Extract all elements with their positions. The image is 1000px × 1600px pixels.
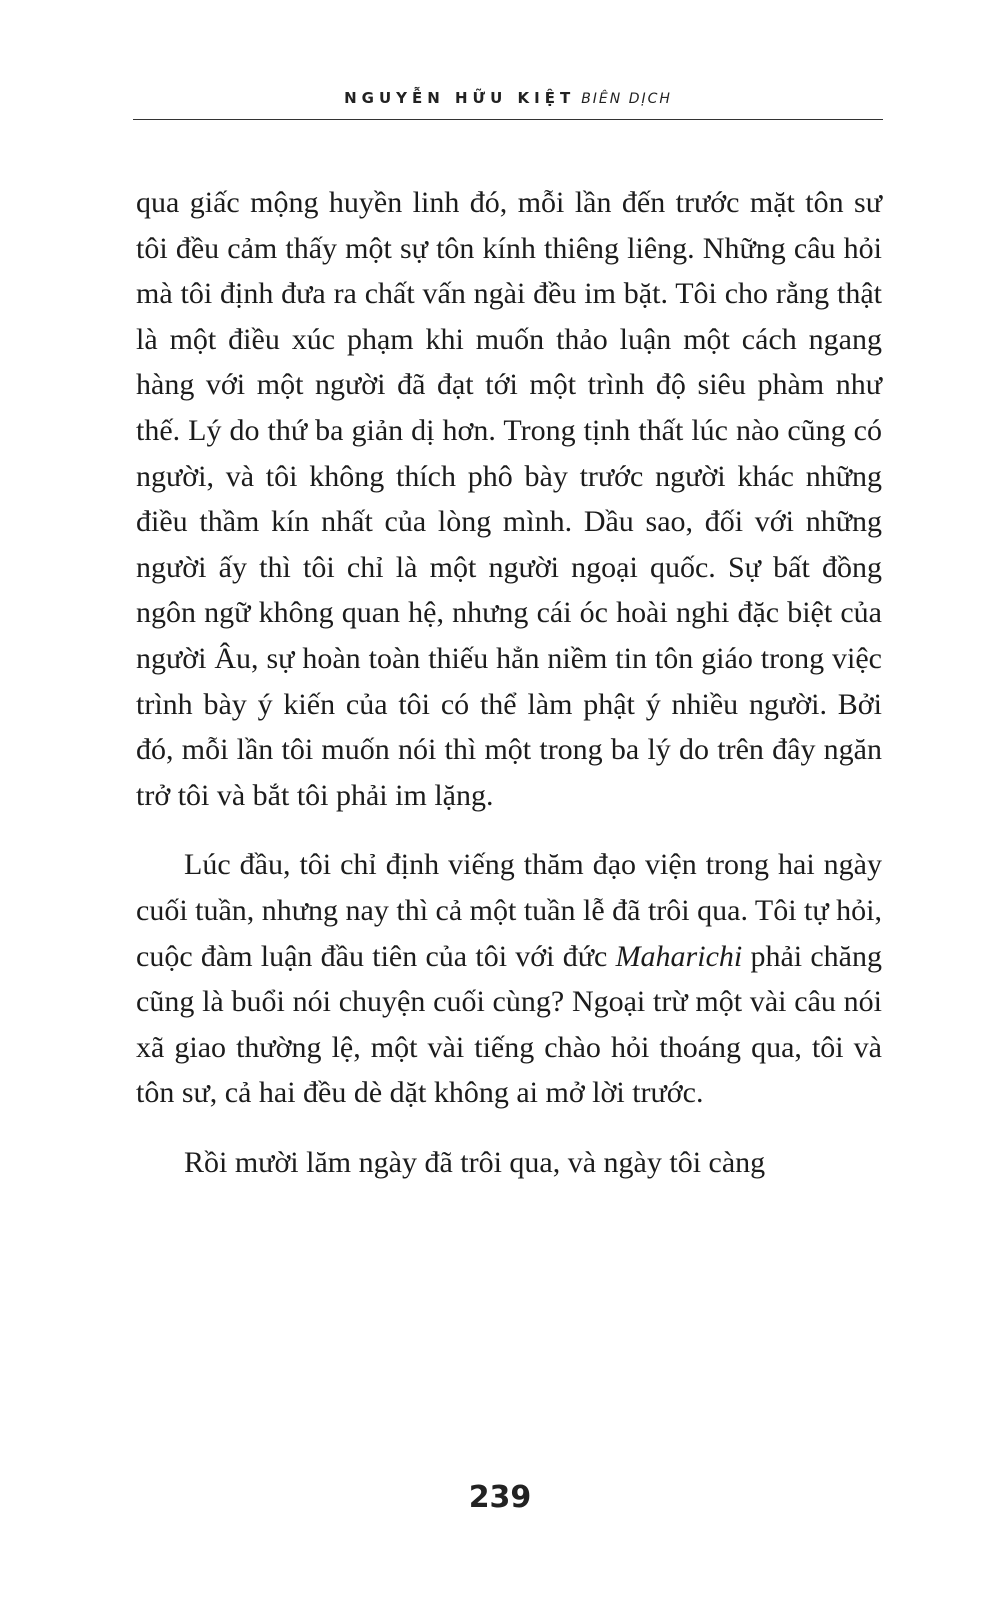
paragraph-3-text: Rồi mười lăm ngày đã trôi qua, và ngày tôi càng [184,1145,766,1179]
paragraph-1-text: qua giấc mộng huyền linh đó, mỗi lần đến trước mặt tôn sư tôi đều cảm thấy một sự tôn kính thiêng liêng. Những câu hỏi mà tôi định đưa ra chất vấn ngài đều im bặt. Tôi cho rằng thật là một điều xúc phạm khi muốn thảo luận một cách ngang hàng với một người đã đạt tới một trình độ siêu phàm như thế. Lý do thứ ba giản dị hơn. Trong tịnh thất lúc nào cũng có người, và tôi không thích phô bày trước người khác những điều thầm kín nhất của lòng mình. Dầu sao, đối với những người ấy thì tôi chỉ là một người ngoại quốc. Sự bất đồng ngôn ngữ không quan hệ, nhưng cái óc hoài nghi đặc biệt của người Âu, sự hoàn toàn thiếu hẳn niềm tin tôn giáo trong việc trình bày ý kiến của tôi có thể làm phật ý nhiều người. Bởi đó, mỗi lần tôi muốn nói thì một trong ba lý do trên đây ngăn trở tôi và bắt tôi phải im lặng. [136,186,882,812]
body-text [136,180,882,1185]
header-role: BIÊN DỊCH [581,91,672,107]
page-number: 239 [468,1480,532,1515]
header-rule [133,119,883,120]
header-author: NGUYỄN HỮU KIỆT [344,89,576,107]
paragraph-2-text-b: phải chăng cũng là buổi nói chuyện cuối cùng? Ngoại trừ một vài câu nói xã giao thường lệ, một vài tiếng chào hỏi thoáng qua, tôi và tôn sư, cả hai đều dè dặt không ai mở lời trước. [136,939,882,1110]
paragraph-2 [136,842,882,1116]
paragraph-1 [136,180,882,818]
paragraph-3 [136,1140,882,1186]
paragraph-2-italic-name: Maharichi [615,939,743,973]
paragraph-2-text-a: Lúc đầu, tôi chỉ định viếng thăm đạo viện trong hai ngày cuối tuần, nhưng nay thì cả một tuần lễ đã trôi qua. Tôi tự hỏi, cuộc đàm luận đầu tiên của tôi với đức [136,848,882,973]
running-header [133,88,883,107]
